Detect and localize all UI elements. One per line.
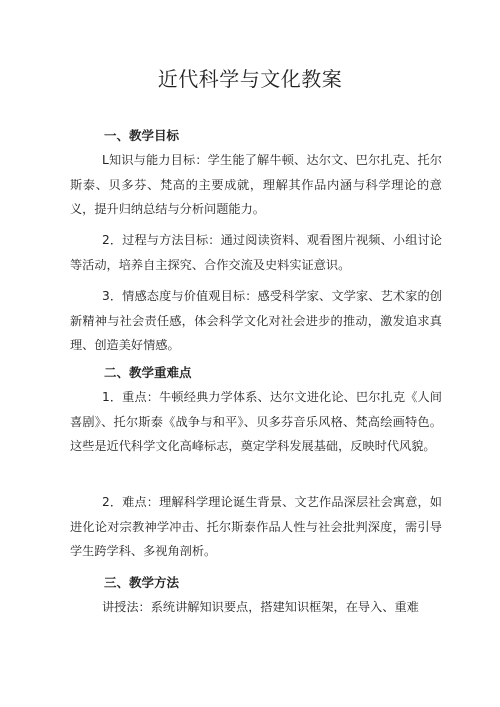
paragraph-key-points: 1．重点：牛顿经典力学体系、达尔文进化论、巴尔扎克《人间喜剧》、托尔斯泰《战争与和平》、贝多芬音乐风格、梵高绘画特色。这些是近代科学文化高峰标志，奠定学科发展基础，反映时代风貌。 bbox=[70, 390, 442, 454]
document-title: 近代科学与文化教案 bbox=[157, 67, 343, 91]
section-heading-teaching-methods: 三、教学方法 bbox=[104, 575, 180, 590]
section-heading-key-difficult-points: 二、教学重难点 bbox=[104, 365, 192, 380]
paragraph-emotion-value-goal: 3．情感态度与价值观目标：感受科学家、文学家、艺术家的创新精神与社会责任感，体会科学文化对社会进步的推动，激发追求真理、创造美好情感。 bbox=[70, 289, 442, 353]
paragraph-knowledge-ability-goal: L知识与能力目标：学生能了解牛顿、达尔文、巴尔扎克、托尔斯泰、贝多芬、梵高的主要成就，理解其作品内涵与科学理论的意义，提升归纳总结与分析问题能力。 bbox=[70, 153, 442, 217]
paragraph-process-method-goal: 2．过程与方法目标：通过阅读资料、观看图片视频、小组讨论等活动，培养自主探究、合作交流及史料实证意识。 bbox=[70, 233, 442, 272]
section-heading-teaching-goals: 一、教学目标 bbox=[104, 128, 180, 143]
paragraph-difficult-points: 2．难点：理解科学理论诞生背景、文艺作品深层社会寓意，如进化论对宗教神学冲击、托尔斯泰作品人性与社会批判深度，需引导学生跨学科、多视角剖析。 bbox=[70, 495, 442, 559]
paragraph-lecture-method: 讲授法：系统讲解知识要点，搭建知识框架，在导入、重难 bbox=[102, 600, 419, 614]
